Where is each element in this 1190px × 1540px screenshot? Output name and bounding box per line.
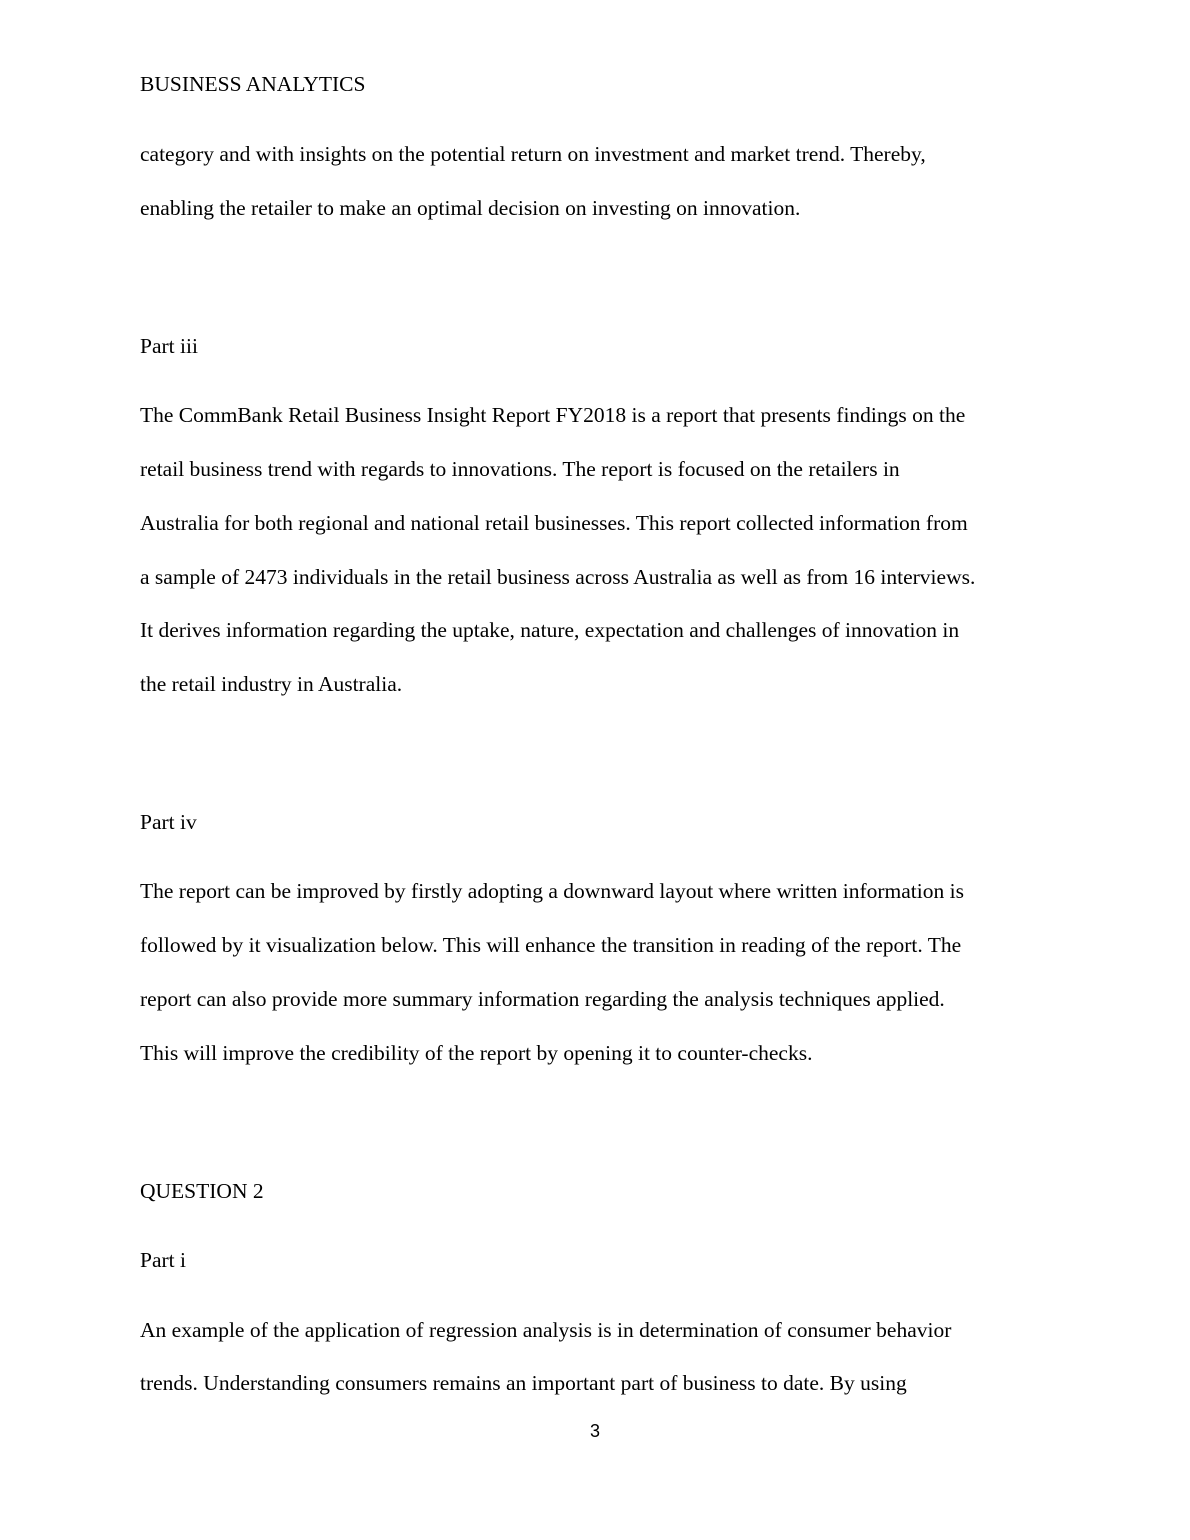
paragraph-line: report can also provide more summary information regarding the analysis techniques applied. [140, 987, 945, 1011]
paragraph-line: This will improve the credibility of the report by opening it to counter-checks. [140, 1041, 813, 1065]
section-heading-part-iv: Part iv [140, 810, 197, 834]
section-heading-q2-part-i: Part i [140, 1248, 186, 1272]
paragraph-line: The report can be improved by firstly adopting a downward layout where written information is [140, 879, 964, 903]
paragraph-line: retail business trend with regards to innovations. The report is focused on the retailers in [140, 457, 900, 481]
paragraph-line: followed by it visualization below. This will enhance the transition in reading of the report. The [140, 933, 962, 957]
paragraph-line: An example of the application of regression analysis is in determination of consumer behavior [140, 1318, 952, 1342]
section-heading-question-2: QUESTION 2 [140, 1179, 264, 1203]
paragraph-line: the retail industry in Australia. [140, 672, 403, 696]
page-number: 3 [589, 1421, 600, 1441]
paragraph-line: a sample of 2473 individuals in the retail business across Australia as well as from 16 interviews. [140, 565, 976, 589]
paragraph-line: trends. Understanding consumers remains an important part of business to date. By using [140, 1371, 907, 1395]
paragraph-line: category and with insights on the potential return on investment and market trend. Thereby, [140, 142, 926, 166]
paragraph-line: enabling the retailer to make an optimal decision on investing on innovation. [140, 196, 801, 220]
paragraph-line: The CommBank Retail Business Insight Report FY2018 is a report that presents findings on the [140, 403, 966, 427]
paragraph-line: It derives information regarding the uptake, nature, expectation and challenges of innovation in [140, 618, 960, 642]
running-head: BUSINESS ANALYTICS [140, 72, 366, 96]
paragraph-line: Australia for both regional and national retail businesses. This report collected information from [140, 511, 968, 535]
section-heading-part-iii: Part iii [140, 334, 198, 358]
